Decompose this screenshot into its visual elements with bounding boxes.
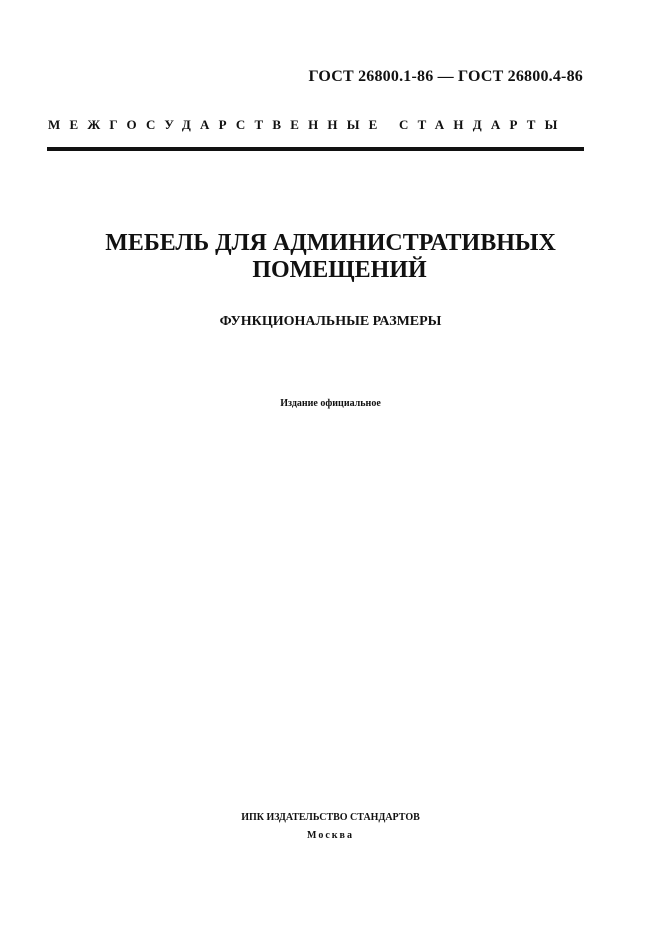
- title-line-2: ПОМЕЩЕНИЙ: [252, 257, 427, 283]
- header-rule: [47, 147, 584, 151]
- document-subtitle: ФУНКЦИОНАЛЬНЫЕ РАЗМЕРЫ: [219, 314, 442, 329]
- standard-number: ГОСТ 26800.1-86 — ГОСТ 26800.4-86: [308, 68, 583, 85]
- publisher-city: Москва: [307, 830, 354, 841]
- document-title: [0, 230, 661, 284]
- title-line-1: МЕБЕЛЬ ДЛЯ АДМИНИСТРАТИВНЫХ: [105, 230, 556, 256]
- publisher-name: ИПК ИЗДАТЕЛЬСТВО СТАНДАРТОВ: [241, 812, 420, 823]
- edition-note: Издание официальное: [280, 398, 381, 409]
- series-heading: МЕЖГОСУДАРСТВЕННЫЕ СТАНДАРТЫ: [48, 117, 567, 132]
